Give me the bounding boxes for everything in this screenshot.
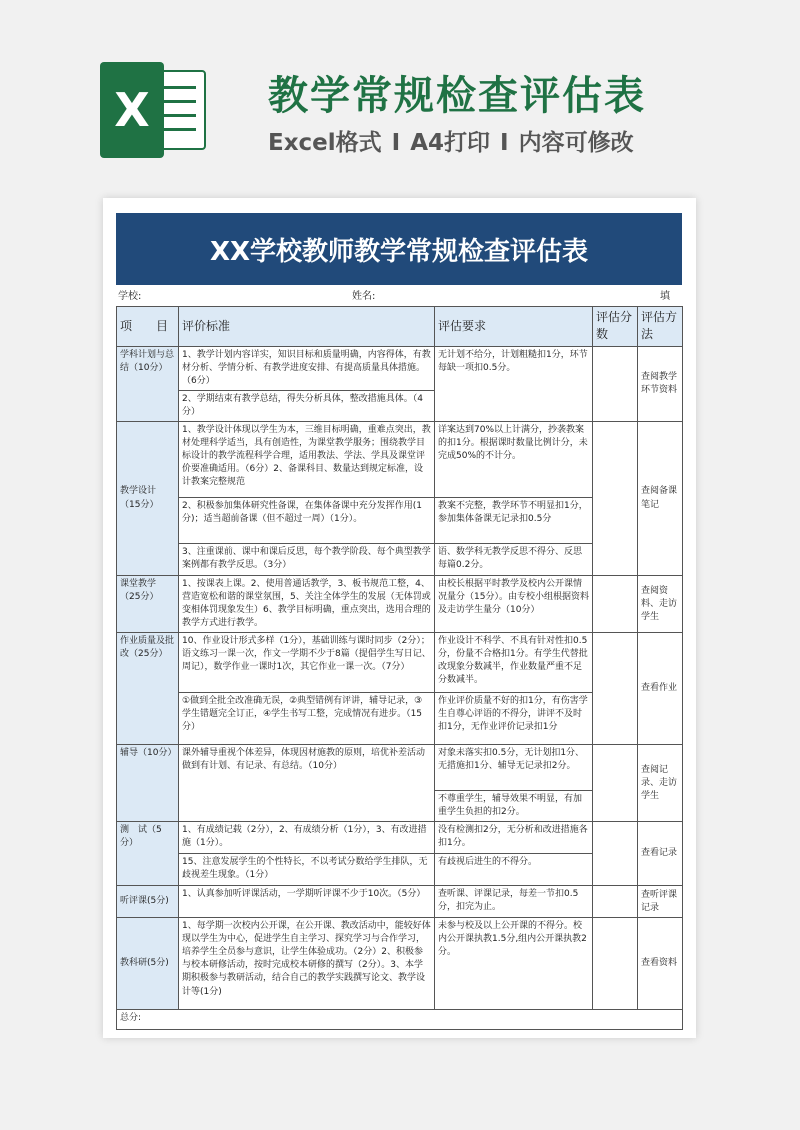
page-subtitle: [268, 124, 634, 157]
subtitle-separator: I: [500, 130, 509, 156]
subtitle-format: Excel格式: [268, 130, 382, 156]
excel-logo-icon: [100, 62, 210, 158]
criteria-cell: 10、作业设计形式多样（1分），基础训练与课时同步（2分）；语文练习一课一次，作文一学期不少于8篇（提倡学生写日记、周记），数学作业一课时1次，其它作业一课一次。（7分）: [179, 633, 435, 693]
table-row: [117, 745, 683, 791]
score-cell[interactable]: [593, 576, 638, 633]
criteria-cell: 2、积极参加集体研究性备课，在集体备课中充分发挥作用(1分)；适当超前备课（但不超过一周）（1分）。: [179, 498, 435, 544]
requirement-cell: 未参与校及以上公开课的不得分。校内公开课执教1.5分,组内公开课执教2分。: [435, 918, 593, 1010]
criteria-cell: 15、注意发展学生的个性特长，不以考试分数给学生排队，无歧视差生现象。（1分）: [179, 854, 435, 886]
requirement-cell: 无计划不给分，计划粗糙扣1分，环节每缺一项扣0.5分。: [435, 346, 593, 421]
criteria-cell: 2、学期结束有教学总结，得失分析具体，整改措施具体。（4分）: [179, 390, 435, 421]
requirement-cell: 查听课、评课记录，每差一节扣0.5分，扣完为止。: [435, 886, 593, 918]
school-label: 学校:: [118, 291, 142, 302]
table-row: [117, 633, 683, 693]
total-label[interactable]: 总分:: [117, 1010, 683, 1030]
total-row: [117, 1010, 683, 1030]
method-cell: 查阅备课笔记: [638, 422, 683, 576]
item-cell: 课堂教学（25分）: [117, 576, 179, 633]
excel-logo-letter: X: [100, 62, 164, 158]
criteria-cell: 3、注重课前、课中和课后反思，每个教学阶段、每个典型教学案例都有教学反思。（3分）: [179, 544, 435, 576]
evaluation-table: [116, 306, 683, 1030]
score-cell[interactable]: [593, 822, 638, 886]
table-row: [117, 822, 683, 854]
method-cell: 查看记录: [638, 822, 683, 886]
requirement-cell: 由校长根据平时教学及校内公开课情况量分（15分）。由专校小组根据资料及走访学生量分（10分）: [435, 576, 593, 633]
table-row: [117, 576, 683, 633]
score-cell[interactable]: [593, 918, 638, 1010]
requirement-cell: 对象未落实扣0.5分，无计划扣1分、无措施扣1分、辅导无记录扣2分。: [435, 745, 593, 791]
method-cell: 查阅资料、走访学生: [638, 576, 683, 633]
col-header-method: 评估方法: [638, 307, 683, 347]
subtitle-print: A4打印: [410, 130, 491, 156]
requirement-cell: 作业评价质量不好的扣1分，有伤害学生自尊心评语的不得分，讲评不及时扣1分，无作业评价记录扣1分: [435, 693, 593, 745]
table-header-row: [117, 307, 683, 347]
table-row: [117, 886, 683, 918]
criteria-cell: ①做到全批全改准确无误，②典型错例有评讲，辅导记录，③学生错题完全订正，④学生书写工整，完成情况有进步。（15分）: [179, 693, 435, 745]
page-title: 教学常规检查评估表: [268, 73, 646, 119]
score-cell[interactable]: [593, 346, 638, 421]
col-header-score: 评估分数: [593, 307, 638, 347]
score-cell[interactable]: [593, 886, 638, 918]
col-header-criteria: 评价标准: [179, 307, 435, 347]
table-row: [117, 346, 683, 390]
fill-label: 填: [660, 291, 670, 302]
item-cell: 教科研(5分): [117, 918, 179, 1010]
requirement-cell: 有歧视后进生的不得分。: [435, 854, 593, 886]
name-label: 姓名:: [352, 291, 376, 302]
requirement-cell: 不尊重学生，辅导效果不明显，有加重学生负担的扣2分。: [435, 791, 593, 822]
criteria-cell: 1、认真参加听评课活动，一学期听评课不少于10次。（5分）: [179, 886, 435, 918]
table-row: [117, 422, 683, 498]
requirement-cell: 作业设计不科学、不具有针对性扣0.5分，份量不合格扣1分。有学生代替批改现象分数减半，作业数量严重不足分数减半。: [435, 633, 593, 693]
method-cell: 查阅教学环节资料: [638, 346, 683, 421]
subtitle-editable: 内容可修改: [518, 130, 634, 156]
col-header-requirement: 评估要求: [435, 307, 593, 347]
item-cell: 作业质量及批改（25分）: [117, 633, 179, 745]
item-cell: 辅导（10分）: [117, 745, 179, 822]
requirement-cell: 语、数学科无教学反思不得分、反思每篇0.2分。: [435, 544, 593, 576]
item-cell: 学科计划与总结（10分）: [117, 346, 179, 421]
score-cell[interactable]: [593, 422, 638, 576]
criteria-cell: 1、教学计划内容详实，知识目标和质量明确，内容得体，有教材分析、学情分析、有教学进度安排、有提高质量具体措施。（6分）: [179, 346, 435, 390]
criteria-cell: 1、按课表上课。2、使用普通话教学，3、板书规范工整，4、营造宽松和谐的课堂氛围，5、关注全体学生的发展（无体罚或变相体罚现象发生）6、教学目标明确，重点突出，选用合理的教学方式进行教学。: [179, 576, 435, 633]
method-cell: 查阅记录、走访学生: [638, 745, 683, 822]
requirement-cell: 教案不完整，教学环节不明显扣1分，参加集体备课无记录扣0.5分: [435, 498, 593, 544]
method-cell: 查听评课记录: [638, 886, 683, 918]
table-row: [117, 918, 683, 1010]
criteria-cell: 1、每学期一次校内公开课，在公开课、教改活动中，能较好体现以学生为中心，促进学生自主学习、探究学习与合作学习，培养学生全员参与意识，让学生体验成功。（2分）2、积极参与校本研修活动，按时完成校本研修的撰写（2分）。3、本学期积极参与教研活动，结合自己的教学实践撰写论文、教学设计等(1分): [179, 918, 435, 1010]
item-cell: 听评课(5分): [117, 886, 179, 918]
criteria-cell: 课外辅导重视个体差异，体现因材施教的原则，培优补差活动做到有计划、有记录、有总结。（10分）: [179, 745, 435, 822]
col-header-item: 项 目: [117, 307, 179, 347]
subtitle-separator: I: [391, 130, 401, 156]
requirement-cell: 详案达到70%以上计满分，抄袭教案的扣1分。根据课时数量比例计分，未完成50%的不计分。: [435, 422, 593, 498]
criteria-cell: 1、教学设计体现以学生为本，三维目标明确，重难点突出，教材处理科学适当，具有创造性，为课堂教学服务；围绕教学目标设计的教学流程科学合理，适用教法、学法、学具及课堂评价要准确适用。（6分）2、备课科目、数量达到规定标准，设计教案完整规范: [179, 422, 435, 498]
item-cell: 测 试（5分）: [117, 822, 179, 886]
method-cell: 查看作业: [638, 633, 683, 745]
score-cell[interactable]: [593, 745, 638, 822]
criteria-cell: 1、有成绩记载（2分），2、有成绩分析（1分），3、有改进措施（1分）。: [179, 822, 435, 854]
document-banner-title: XX学校教师教学常规检查评估表: [116, 213, 682, 285]
score-cell[interactable]: [593, 633, 638, 745]
requirement-cell: 没有检测扣2分，无分析和改进措施各扣1分。: [435, 822, 593, 854]
method-cell: 查看资料: [638, 918, 683, 1010]
item-cell: 教学设计（15分）: [117, 422, 179, 576]
